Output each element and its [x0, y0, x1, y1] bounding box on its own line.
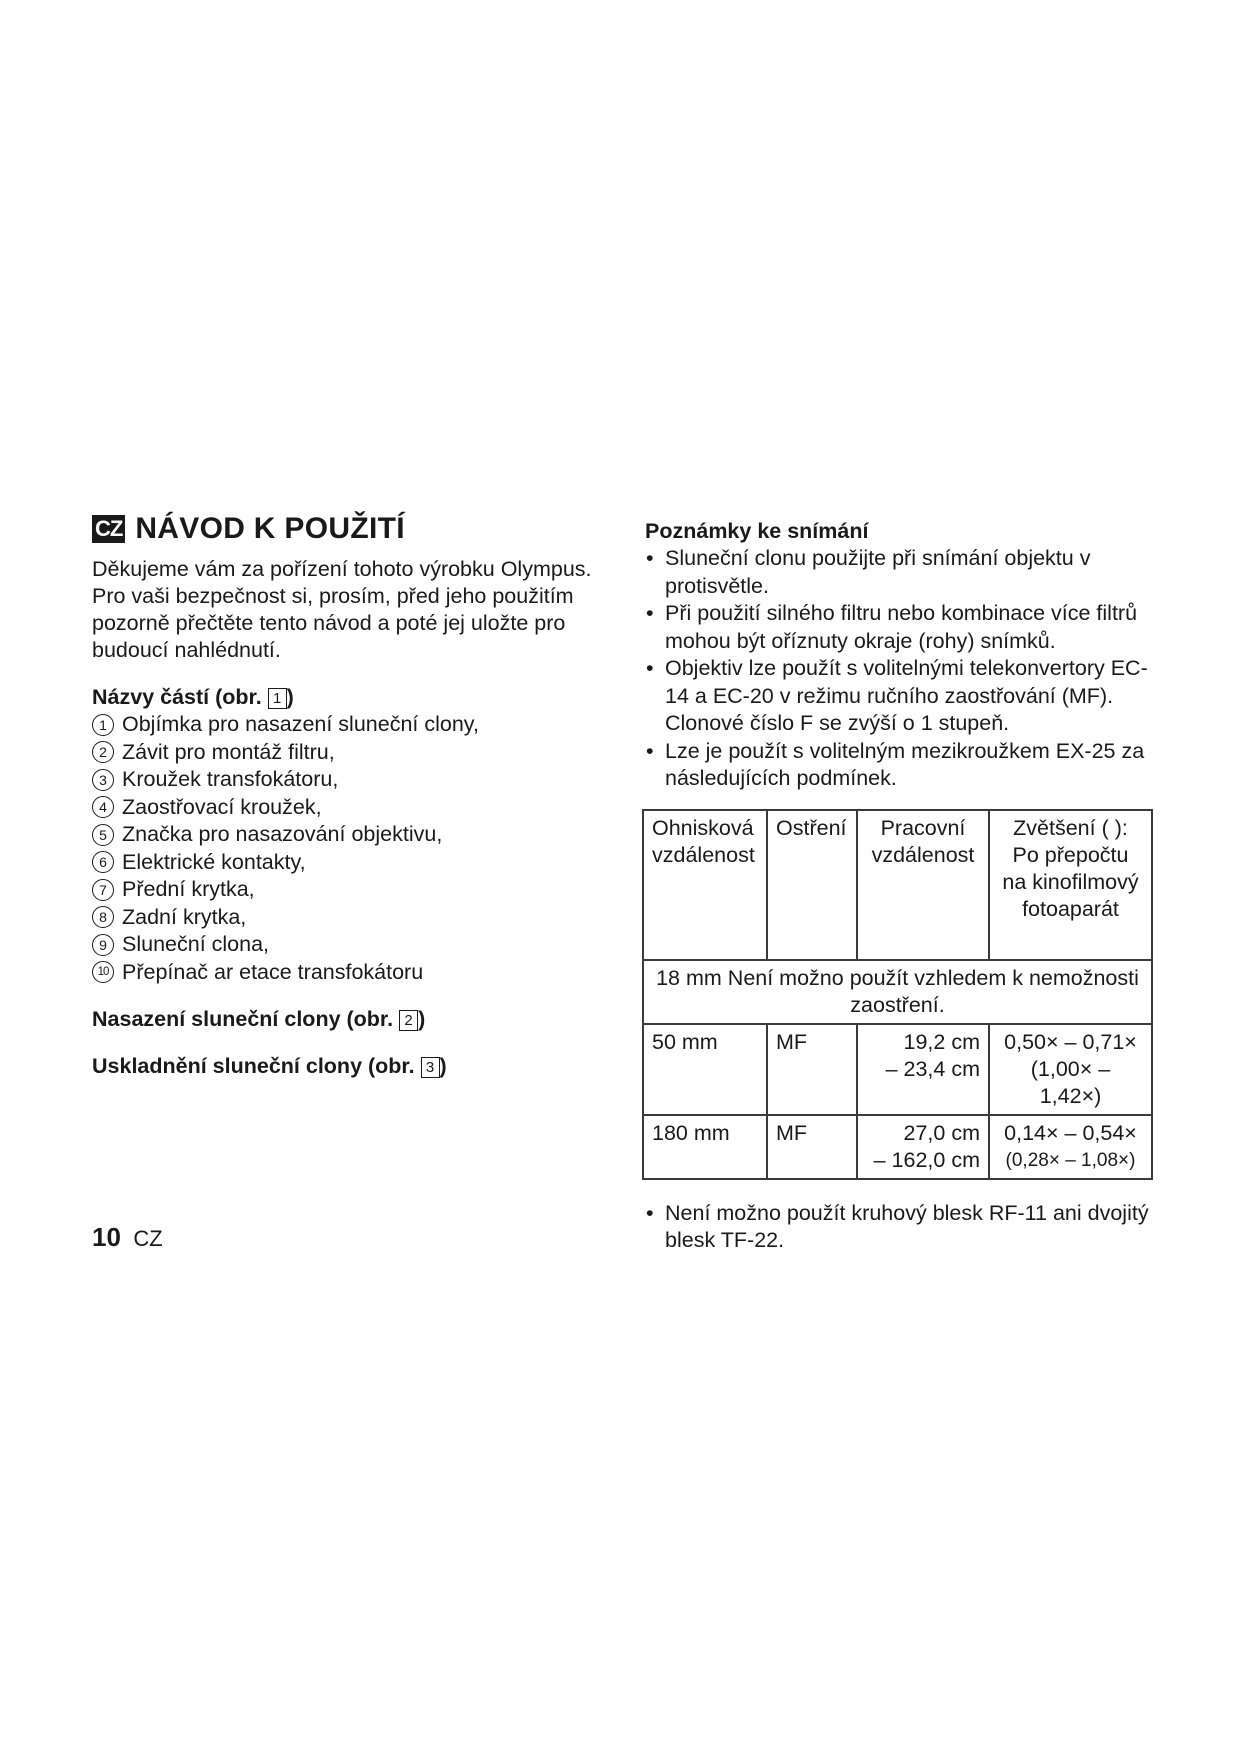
table-cell: 0,50× – 0,71× (1,00× – 1,42×)	[989, 1024, 1152, 1115]
part-label: Značka pro nasazování objektivu,	[122, 822, 443, 846]
language-badge: CZ	[92, 515, 125, 543]
part-item	[92, 766, 612, 794]
table-header-row	[643, 810, 1152, 960]
part-item	[92, 821, 612, 849]
circled-number: 6	[92, 851, 114, 873]
circled-number: 1	[92, 714, 114, 736]
table-row	[643, 960, 1152, 1024]
circled-number: 8	[92, 906, 114, 928]
figure-number-box: 3	[421, 1057, 440, 1078]
header-magnification: Zvětšení ( ): Po přepočtu na kinofilmový fotoaparát	[989, 810, 1152, 960]
circled-number: 2	[92, 741, 114, 763]
table-cell: 19,2 cm – 23,4 cm	[857, 1024, 989, 1115]
part-item	[92, 931, 612, 959]
table-cell: 0,14× – 0,54× (0,28× – 1,08×)	[989, 1115, 1152, 1179]
table-cell: 50 mm	[643, 1024, 767, 1115]
part-item	[92, 739, 612, 767]
part-item	[92, 849, 612, 877]
parts-list	[92, 711, 612, 986]
part-item	[92, 904, 612, 932]
circled-number: 7	[92, 879, 114, 901]
note-item: • Sluneční clonu použijte při snímání objektu v protisvětle.	[645, 545, 1165, 600]
part-item	[92, 794, 612, 822]
title-row	[92, 512, 612, 546]
figure-number-box: 1	[268, 688, 287, 709]
table-cell: 27,0 cm – 162,0 cm	[857, 1115, 989, 1179]
table-row	[643, 1024, 1152, 1115]
page-language: CZ	[133, 1226, 163, 1251]
figure-number-box: 2	[399, 1010, 418, 1031]
circled-number: 5	[92, 824, 114, 846]
part-label: Přední krytka,	[122, 877, 255, 901]
page-number: 10	[92, 1222, 121, 1252]
attach-heading: Nasazení sluneční clony (obr. 2 )	[92, 1007, 426, 1031]
extension-tube-table	[642, 809, 1153, 1180]
header-working-distance: Pracovní vzdálenost	[857, 810, 989, 960]
page-title: NÁVOD K POUŽITÍ	[135, 512, 405, 545]
part-label: Přepínač ar etace transfokátoru	[122, 959, 424, 984]
part-item	[92, 711, 612, 739]
notes-list-after-table	[645, 1200, 1165, 1255]
intro-paragraph: Děkujeme vám za pořízení tohoto výrobku Olympus. Pro vaši bezpečnost si, prosím, před jeho použitím pozorně přečtěte tento návod a poté jej uložte pro budoucí nahlédnutí.	[92, 557, 592, 662]
header-focal-length: Ohnisková vzdálenost	[643, 810, 767, 960]
part-item	[92, 876, 612, 904]
part-label: Zadní krytka,	[122, 904, 247, 929]
circled-number: 9	[92, 934, 114, 956]
part-label: Kroužek transfokátoru,	[122, 767, 339, 791]
note-item: • Při použití silného filtru nebo kombinace více filtrů mohou být oříznuty okraje (rohy) snímků.	[645, 600, 1165, 655]
left-column	[92, 512, 612, 1080]
right-column	[645, 518, 1165, 1255]
part-label: Elektrické kontakty,	[122, 849, 306, 874]
table-cell: 18 mm Není možno použít vzhledem k nemožnosti zaostření.	[643, 960, 1152, 1024]
note-item: • Lze je použít s volitelným mezikroužkem EX-25 za následujících podmínek.	[645, 738, 1165, 793]
table-cell: 180 mm	[643, 1115, 767, 1179]
storage-heading: Uskladnění sluneční clony (obr. 3 )	[92, 1054, 447, 1078]
table-cell: MF	[767, 1115, 857, 1179]
circled-number: 4	[92, 796, 114, 818]
circled-number: 10	[92, 961, 114, 983]
parts-heading: Názvy částí (obr. 1 )	[92, 685, 294, 709]
note-item: • Není možno použít kruhový blesk RF-11 ani dvojitý blesk TF-22.	[645, 1200, 1165, 1255]
part-item	[92, 959, 612, 987]
circled-number: 3	[92, 769, 114, 791]
notes-list	[645, 545, 1165, 793]
note-item: • Objektiv lze použít s volitelnými telekonvertory EC-14 a EC-20 v režimu ručního zaostřování (MF). Clonové číslo F se zvýší o 1 stupeň.	[645, 655, 1165, 738]
part-label: Objímka pro nasazení sluneční clony,	[122, 712, 479, 736]
table-row	[643, 1115, 1152, 1179]
part-label: Zaostřovací kroužek,	[122, 794, 322, 819]
part-label: Závit pro montáž filtru,	[122, 739, 335, 764]
table-cell: MF	[767, 1024, 857, 1115]
notes-heading: Poznámky ke snímání	[645, 519, 869, 543]
header-focus: Ostření	[767, 810, 857, 960]
part-label: Sluneční clona,	[122, 932, 270, 956]
page-footer	[92, 1222, 163, 1253]
